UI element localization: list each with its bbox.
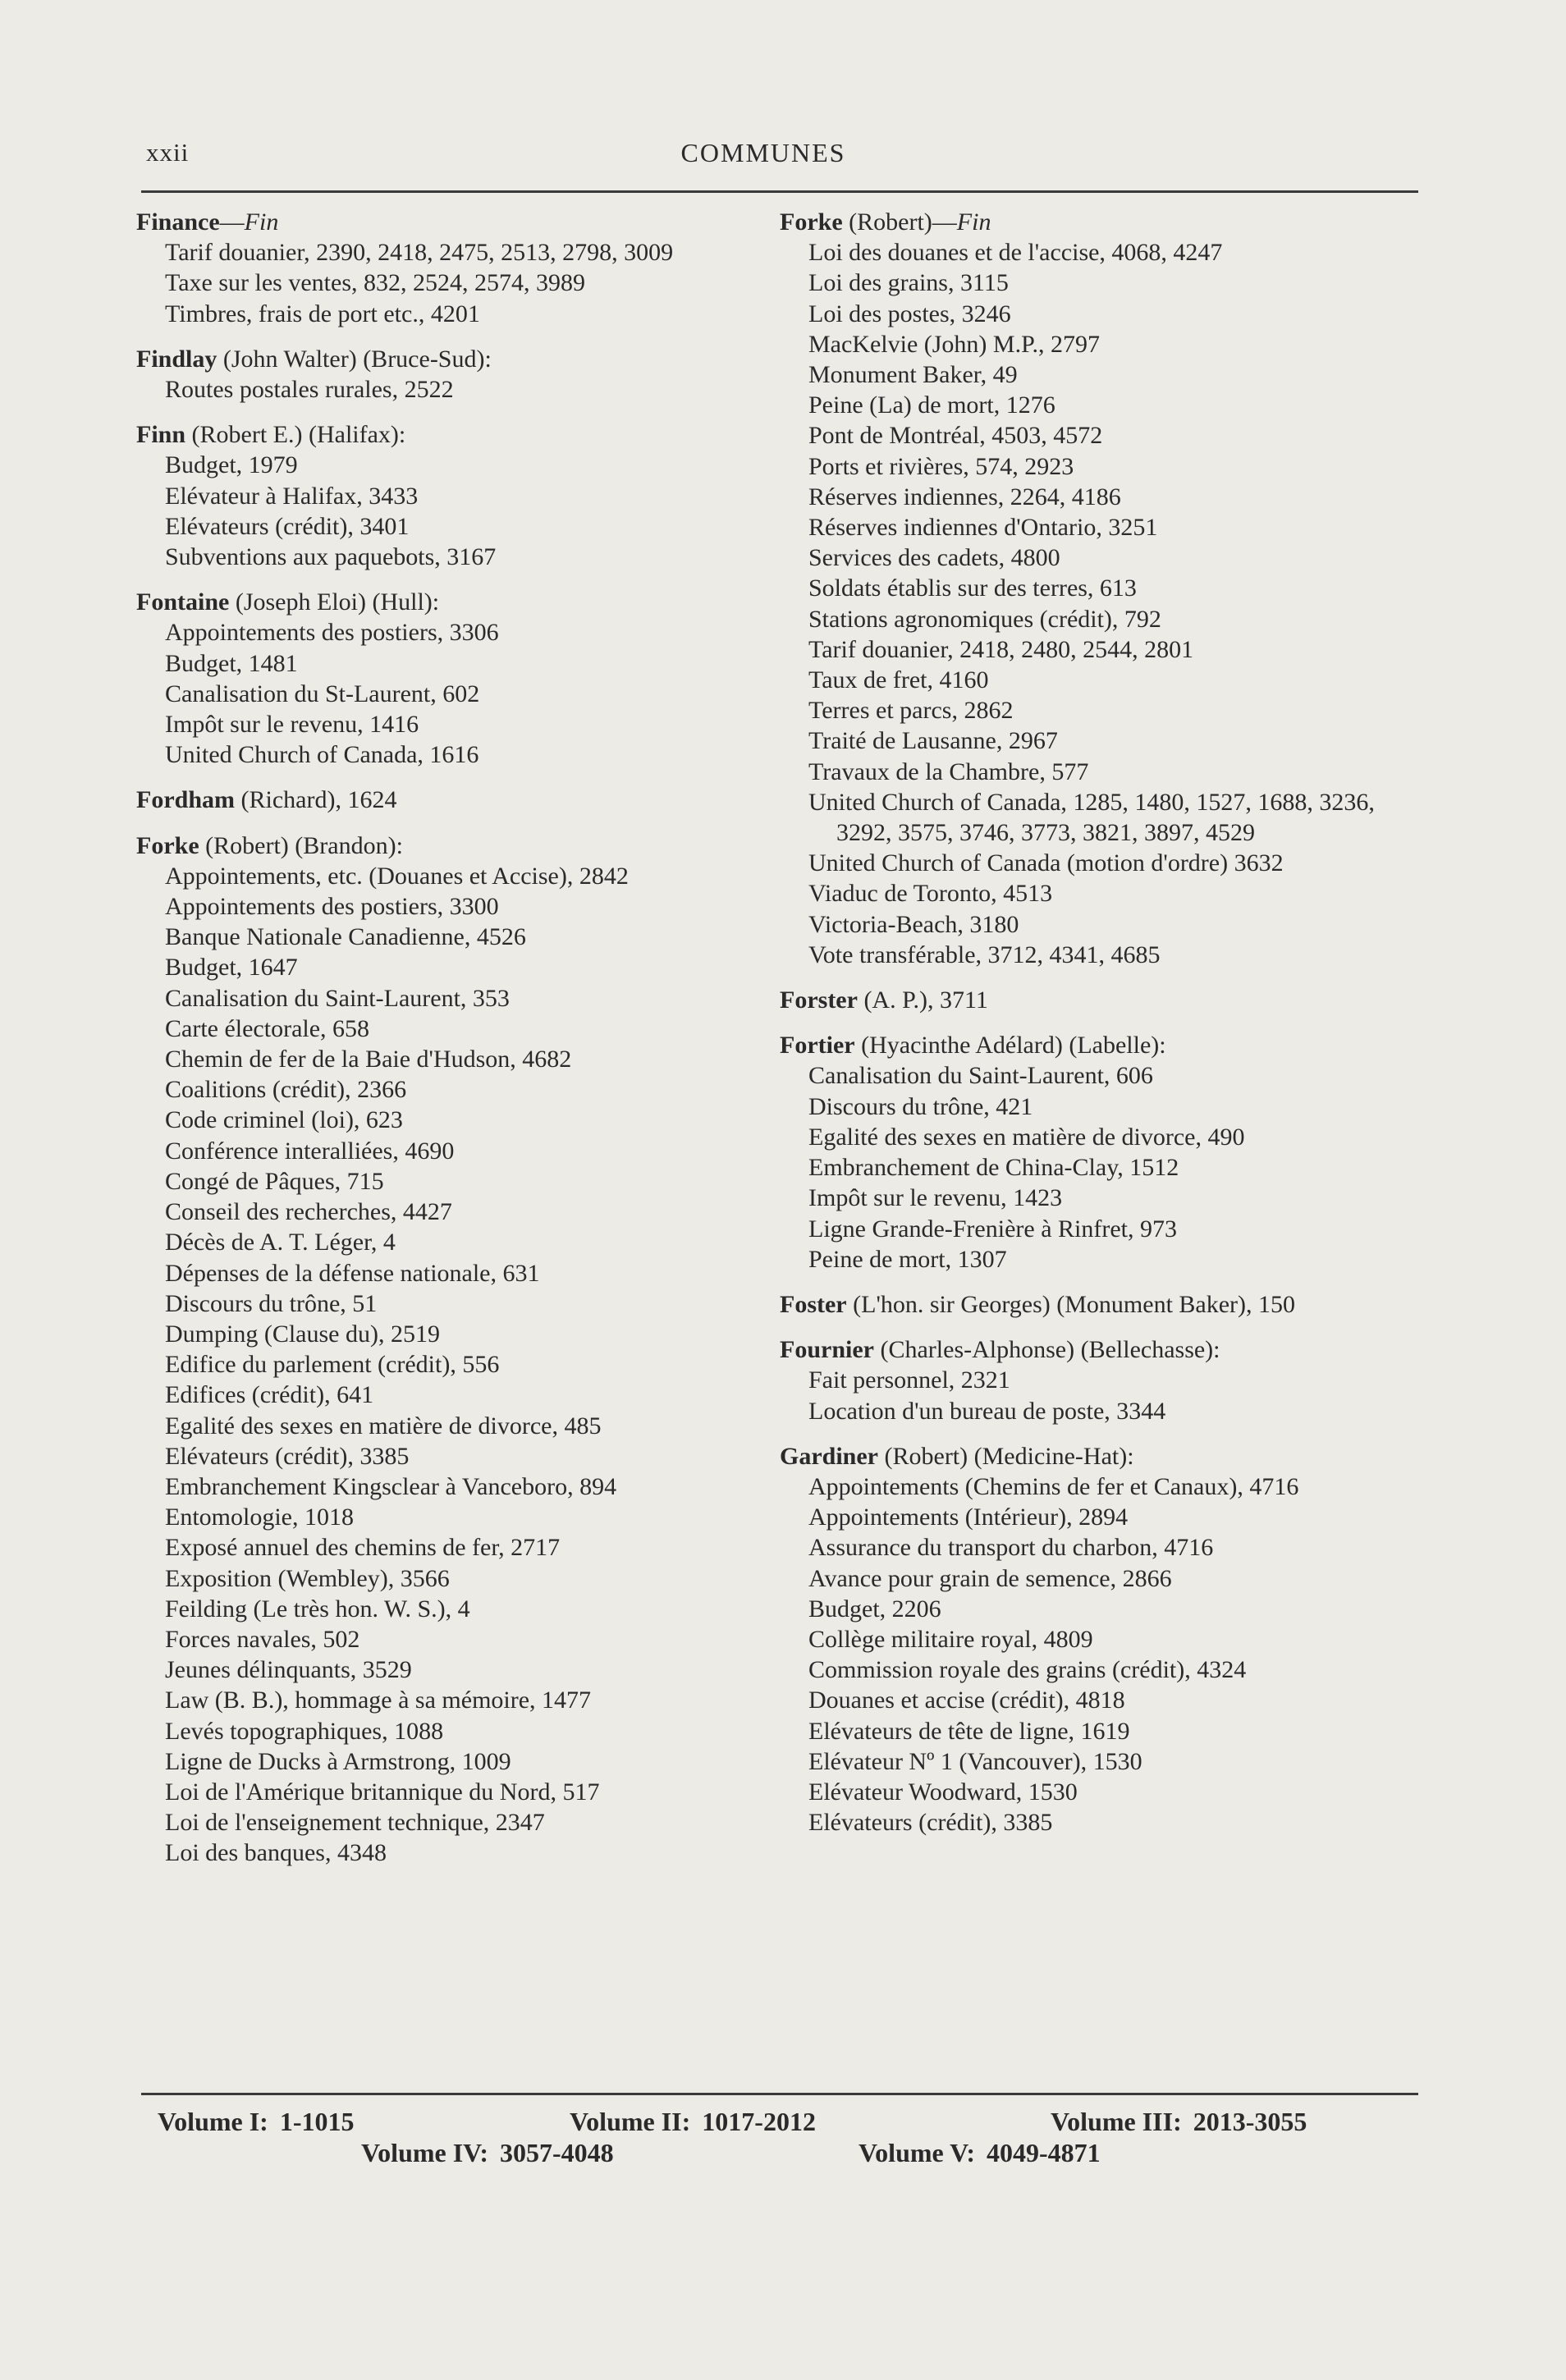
subentry: Banque Nationale Canadienne, 4526	[165, 923, 526, 951]
entry-qualifier: (Charles-Alphonse) (Bellechasse):	[880, 1336, 1220, 1364]
subentry: Jeunes délinquants, 3529	[165, 1656, 412, 1684]
entry-name: Foster	[780, 1290, 847, 1318]
index-entry	[136, 831, 768, 1869]
entry-heading	[780, 1334, 1422, 1365]
entry-heading	[780, 985, 1422, 1015]
entry-heading	[780, 1030, 1422, 1060]
continuation-mark: Fin	[244, 208, 279, 236]
subentry: Edifices (crédit), 641	[165, 1381, 374, 1409]
volume-label: Volume IV:	[361, 2138, 488, 2167]
subentry: Fait personnel, 2321	[808, 1366, 1010, 1394]
subentry: Traité de Lausanne, 2967	[808, 727, 1058, 755]
subentry: Budget, 1481	[165, 649, 298, 677]
subentry: Tarif douanier, 2418, 2480, 2544, 2801	[808, 635, 1194, 663]
subentry: Viaduc de Toronto, 4513	[808, 880, 1053, 908]
subentry: Coalitions (crédit), 2366	[165, 1076, 407, 1104]
subentry: Dépenses de la défense nationale, 631	[165, 1259, 540, 1287]
subentry: Conférence interalliées, 4690	[165, 1137, 455, 1165]
entry-name: Fontaine	[136, 588, 230, 616]
subentry: Loi des douanes et de l'accise, 4068, 4247	[808, 239, 1223, 267]
entry-heading	[136, 785, 768, 815]
subentry: Subventions aux paquebots, 3167	[165, 543, 497, 571]
index-entry	[136, 419, 768, 572]
index-entry	[780, 985, 1422, 1015]
subentry: United Church of Canada, 1616	[165, 741, 479, 769]
subentry: Elévateurs de tête de ligne, 1619	[808, 1717, 1130, 1745]
entry-heading	[136, 344, 768, 374]
subentry: Canalisation du St-Laurent, 602	[165, 680, 480, 707]
subentry: Budget, 1979	[165, 451, 298, 479]
entry-qualifier: (Robert)—	[849, 208, 957, 236]
index-entry	[780, 207, 1422, 970]
subentry: Avance pour grain de semence, 2866	[808, 1564, 1172, 1592]
subentry: Loi des grains, 3115	[808, 269, 1009, 297]
index-entry	[780, 1441, 1422, 1838]
subentry: Exposé annuel des chemins de fer, 2717	[165, 1534, 561, 1562]
volume-1	[158, 2106, 354, 2137]
subentry: Appointements (Chemins de fer et Canaux), 4716	[808, 1472, 1299, 1500]
subentry: Feilding (Le très hon. W. S.), 4	[165, 1595, 470, 1623]
volume-5	[859, 2137, 1101, 2168]
entry-qualifier: (Robert) (Brandon):	[205, 831, 403, 859]
subentry: Ligne de Ducks à Armstrong, 1009	[165, 1747, 511, 1775]
subentry: Peine de mort, 1307	[808, 1245, 1007, 1273]
entry-qualifier: (John Walter) (Bruce-Sud):	[222, 345, 492, 373]
subentry: Impôt sur le revenu, 1416	[165, 711, 419, 739]
subentry: MacKelvie (John) M.P., 2797	[808, 330, 1100, 358]
subentry: Elévateurs (crédit), 3385	[808, 1809, 1053, 1837]
subentry: Victoria-Beach, 3180	[808, 910, 1019, 938]
subentry: Egalité des sexes en matière de divorce, 490	[808, 1123, 1245, 1151]
subentry: Levés topographiques, 1088	[165, 1717, 444, 1745]
subentry: Réserves indiennes, 2264, 4186	[808, 483, 1121, 510]
subentry: Loi des banques, 4348	[165, 1839, 387, 1867]
entry-name: Finn	[136, 421, 186, 449]
subentry: United Church of Canada, 1285, 1480, 1527, 1688, 3236, 3292, 3575, 3746, 3773, 3821, 3897, 4529	[808, 788, 1375, 847]
entry-qualifier: (Robert) (Medicine-Hat):	[884, 1442, 1134, 1470]
subentry: Egalité des sexes en matière de divorce, 485	[165, 1412, 602, 1439]
index-entry	[136, 587, 768, 770]
volume-range: 1017-2012	[702, 2107, 816, 2136]
subentry: Décès de A. T. Léger, 4	[165, 1229, 396, 1256]
volume-4	[361, 2137, 614, 2168]
index-entry	[780, 1030, 1422, 1275]
subentry: Ligne Grande-Frenière à Rinfret, 973	[808, 1215, 1177, 1243]
subentry: Vote transférable, 3712, 4341, 4685	[808, 941, 1161, 968]
subentry: Appointements, etc. (Douanes et Accise), 2842	[165, 862, 629, 890]
subentry: Budget, 1647	[165, 954, 298, 982]
subentry: United Church of Canada (motion d'ordre) 3632	[808, 849, 1284, 877]
subentry: Routes postales rurales, 2522	[165, 376, 454, 404]
volume-2	[570, 2106, 816, 2137]
entry-heading	[780, 207, 1422, 237]
subentry: Assurance du transport du charbon, 4716	[808, 1534, 1214, 1562]
subentry: Pont de Montréal, 4503, 4572	[808, 422, 1103, 450]
subentry: Réserves indiennes d'Ontario, 3251	[808, 514, 1158, 542]
subentry: Canalisation du Saint-Laurent, 606	[808, 1062, 1153, 1090]
subentry: Conseil des recherches, 4427	[165, 1198, 452, 1226]
entry-heading	[136, 419, 768, 450]
subentry: Services des cadets, 4800	[808, 544, 1060, 572]
volume-label: Volume II:	[570, 2107, 691, 2136]
entry-heading: Finance—Fin	[136, 208, 279, 236]
subentry: Embranchement Kingsclear à Vanceboro, 894	[165, 1472, 617, 1500]
subentry: Budget, 2206	[808, 1595, 941, 1623]
volume-range: 3057-4048	[500, 2138, 614, 2167]
entry-heading	[780, 1289, 1422, 1320]
volume-label: Volume V:	[859, 2138, 975, 2167]
subentry: Appointements des postiers, 3300	[165, 893, 499, 921]
subentry: Carte électorale, 658	[165, 1014, 370, 1042]
subentry: Loi de l'Amérique britannique du Nord, 517	[165, 1778, 600, 1806]
entry-name: Fortier	[780, 1032, 855, 1060]
right-column	[780, 207, 1422, 1852]
index-entry	[136, 344, 768, 405]
subentry: Stations agronomiques (crédit), 792	[808, 605, 1161, 633]
subentry: Discours du trône, 51	[165, 1289, 378, 1317]
subentry: Embranchement de China-Clay, 1512	[808, 1154, 1179, 1182]
subentry: Elévateur Nº 1 (Vancouver), 1530	[808, 1747, 1142, 1775]
running-title: COMMUNES	[680, 138, 846, 167]
footer-rule	[141, 2093, 1418, 2095]
subentry: Tarif douanier, 2390, 2418, 2475, 2513, 2798, 3009	[165, 239, 674, 267]
subentry: Taxe sur les ventes, 832, 2524, 2574, 3989	[165, 269, 585, 297]
header-rule	[141, 190, 1418, 193]
subentry: Travaux de la Chambre, 577	[808, 757, 1089, 785]
entry-name: Finance	[136, 208, 220, 236]
subentry: Appointements des postiers, 3306	[165, 619, 499, 647]
subentry: Loi des postes, 3246	[808, 300, 1011, 327]
subentry: Soldats établis sur des terres, 613	[808, 574, 1137, 602]
subentry: Taux de fret, 4160	[808, 666, 989, 694]
entry-heading	[136, 831, 768, 861]
entry-name: Forke	[136, 831, 199, 859]
continuation-mark: Fin	[956, 208, 991, 236]
subentry: Elévateur à Halifax, 3433	[165, 482, 419, 510]
subentry: Discours du trône, 421	[808, 1092, 1033, 1120]
entry-name: Fordham	[136, 786, 235, 814]
subentry: Law (B. B.), hommage à sa mémoire, 1477	[165, 1687, 592, 1714]
subentry: Dumping (Clause du), 2519	[165, 1320, 440, 1348]
subentry: Peine (La) de mort, 1276	[808, 391, 1055, 419]
page-number: xxii	[146, 138, 190, 167]
subentry: Location d'un bureau de poste, 3344	[808, 1397, 1166, 1425]
subentry: Chemin de fer de la Baie d'Hudson, 4682	[165, 1046, 572, 1073]
entry-heading	[780, 1441, 1422, 1471]
subentry: Monument Baker, 49	[808, 361, 1018, 389]
subentry: Elévateurs (crédit), 3385	[165, 1442, 410, 1470]
entry-qualifier: (A. P.), 3711	[863, 986, 988, 1014]
entry-heading	[136, 587, 768, 617]
entry-name: Findlay	[136, 345, 218, 373]
index-entry	[780, 1289, 1422, 1320]
subentry: Elévateur Woodward, 1530	[808, 1778, 1078, 1806]
volume-range: 4049-4871	[986, 2138, 1101, 2167]
entry-qualifier: (Joseph Eloi) (Hull):	[235, 588, 440, 616]
entry-name: Forster	[780, 986, 858, 1014]
entry-qualifier: (Robert E.) (Halifax):	[191, 421, 406, 449]
subentry: Terres et parcs, 2862	[808, 697, 1014, 725]
subentry: Timbres, frais de port etc., 4201	[165, 300, 480, 327]
volume-range: 2013-3055	[1193, 2107, 1307, 2136]
subentry: Code criminel (loi), 623	[165, 1106, 403, 1134]
subentry: Loi de l'enseignement technique, 2347	[165, 1809, 545, 1837]
subentry: Exposition (Wembley), 3566	[165, 1564, 450, 1592]
entry-name: Forke	[780, 208, 843, 236]
entry-name: Gardiner	[780, 1442, 878, 1470]
subentry: Collège militaire royal, 4809	[808, 1625, 1093, 1653]
volume-label: Volume III:	[1051, 2107, 1182, 2136]
subentry: Ports et rivières, 574, 2923	[808, 452, 1074, 480]
entry-qualifier: (L'hon. sir Georges) (Monument Baker), 150	[853, 1290, 1296, 1318]
volume-label: Volume I:	[158, 2107, 268, 2136]
subentry: Congé de Pâques, 715	[165, 1167, 384, 1195]
left-column	[136, 207, 768, 1883]
index-entry	[780, 1334, 1422, 1426]
volume-3	[1051, 2106, 1307, 2137]
volume-range: 1-1015	[279, 2107, 355, 2136]
entry-qualifier: (Richard), 1624	[240, 786, 397, 814]
subentry: Canalisation du Saint-Laurent, 353	[165, 984, 510, 1012]
subentry: Impôt sur le revenu, 1423	[808, 1184, 1063, 1212]
entry-qualifier: (Hyacinthe Adélard) (Labelle):	[861, 1032, 1166, 1060]
subentry: Entomologie, 1018	[165, 1504, 354, 1531]
index-entry	[136, 785, 768, 815]
subentry: Douanes et accise (crédit), 4818	[808, 1687, 1125, 1714]
subentry: Forces navales, 502	[165, 1625, 360, 1653]
entry-name: Fournier	[780, 1336, 874, 1364]
index-entry	[136, 207, 768, 329]
subentry: Commission royale des grains (crédit), 4324	[808, 1656, 1247, 1684]
subentry: Elévateurs (crédit), 3401	[165, 512, 410, 540]
subentry: Appointements (Intérieur), 2894	[808, 1504, 1129, 1531]
subentry: Edifice du parlement (crédit), 556	[165, 1351, 500, 1379]
